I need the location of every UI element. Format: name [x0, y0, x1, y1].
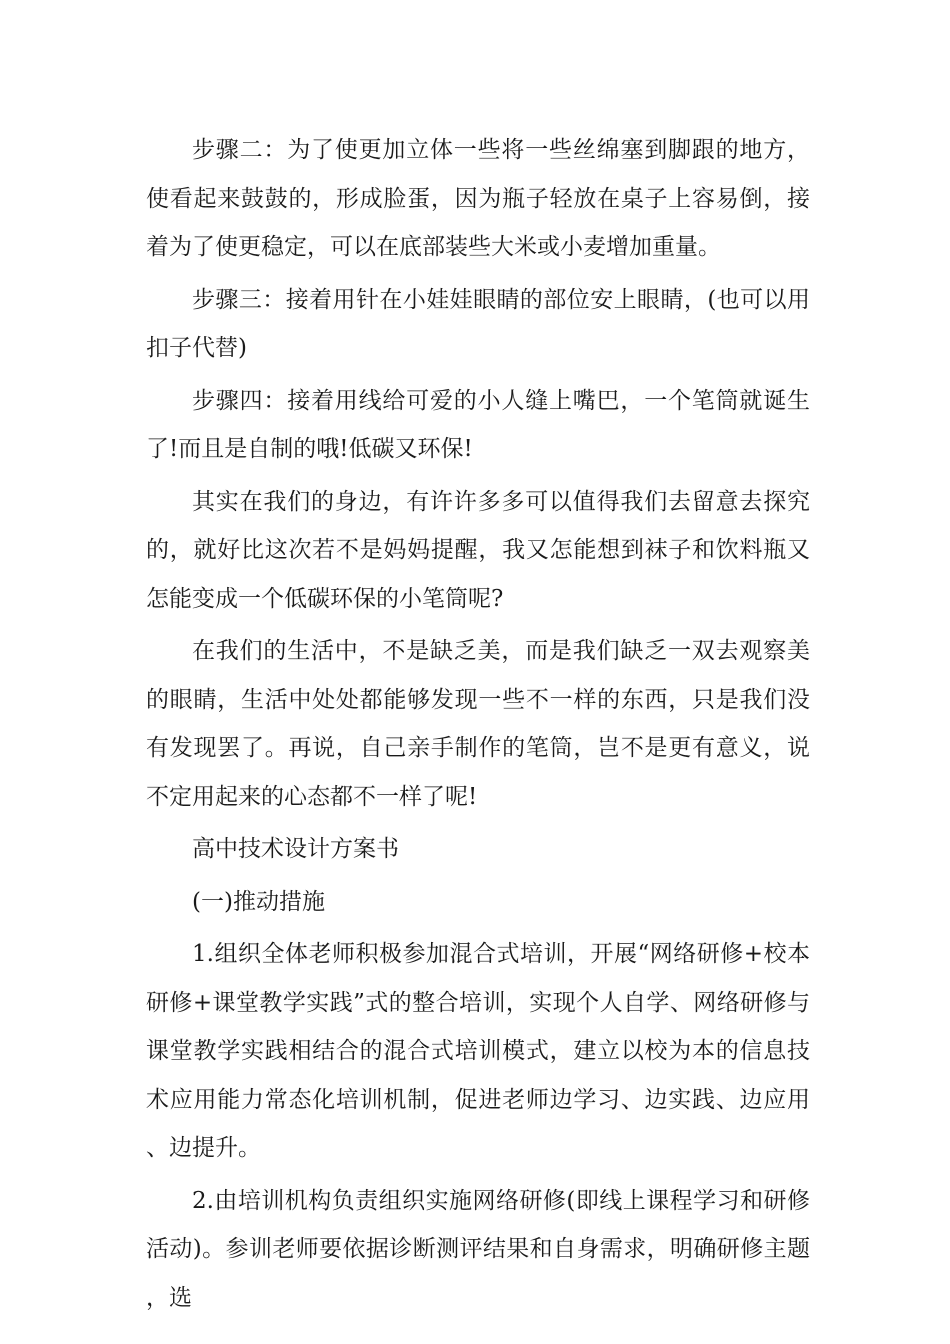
subsection-heading: (一)推动措施 — [192, 888, 325, 915]
paragraph-step-four: 步骤四：接着用线给可爱的小人缝上嘴巴，一个笔筒就诞生了!而且是自制的哦!低碳又环保! — [146, 387, 810, 462]
paragraph-conclusion: 在我们的生活中，不是缺乏美，而是我们缺乏一双去观察美的眼睛，生活中处处都能够发现一些不一样的东西，只是我们没有发现罢了。再说，自己亲手制作的笔筒，岂不是更有意义，说不定用起来的心态都不一样了呢! — [146, 638, 810, 810]
paragraph-reflection: 其实在我们的身边，有许许多多可以值得我们去留意去探究的，就好比这次若不是妈妈提醒，我又怎能想到袜子和饮料瓶又怎能变成一个低碳环保的小笔筒呢? — [146, 488, 810, 612]
list-item-2: 2.由培训机构负责组织实施网络研修(即线上课程学习和研修活动)。参训老师要依据诊断测评结果和自身需求，明确研修主题，选 — [146, 1187, 810, 1311]
list-item-1: 1.组织全体老师积极参加混合式培训，开展“网络研修+校本研修+课堂教学实践”式的整合培训，实现个人自学、网络研修与课堂教学实践相结合的混合式培训模式，建立以校为本的信息技术应用能力常态化培训机制，促进老师边学习、边实践、边应用、边提升。 — [146, 941, 810, 1161]
document-body — [146, 126, 810, 1322]
paragraph-step-three: 步骤三：接着用针在小娃娃眼睛的部位安上眼睛，(也可以用扣子代替) — [146, 286, 810, 361]
section-title: 高中技术设计方案书 — [192, 836, 399, 862]
paragraph-step-two: 步骤二：为了使更加立体一些将一些丝绵塞到脚跟的地方，使看起来鼓鼓的，形成脸蛋，因为瓶子轻放在桌子上容易倒，接着为了使更稳定，可以在底部装些大米或小麦增加重量。 — [146, 137, 810, 260]
